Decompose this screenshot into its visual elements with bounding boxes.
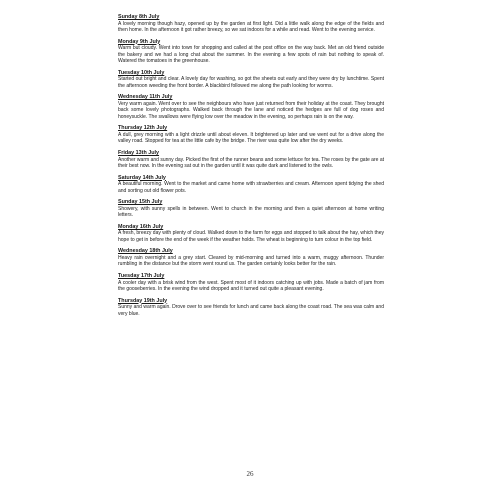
page-number: 26 [246,470,254,478]
entry-heading: Monday 16th July [118,223,164,230]
entry-heading: Saturday 14th July [118,174,166,181]
diary-entry [118,199,384,219]
entry-body: A fresh, breezy day with plenty of cloud. Walked down to the farm for eggs and stopped to talk about the hay, which they hope to get in before the end of the week if the weather holds. The wheat is beginning to turn colour in the top field. [118,230,384,243]
diary-entry [118,94,384,120]
entry-heading: Tuesday 10th July [118,69,165,76]
entry-body: Heavy rain overnight and a grey start. Cleared by mid-morning and turned into a warm, muggy afternoon. Thunder rumbling in the distance but the storm went round us. The garden certainly looks better for the rain. [118,254,384,268]
entry-heading: Tuesday 17th July [118,272,165,279]
entry-heading: Friday 13th July [118,149,160,156]
diary-entry [118,298,384,318]
entry-body: Another warm and sunny day. Picked the first of the runner beans and some lettuce for tea. The roses by the gate are at their best now. In the evening sat out in the garden until it was quite dark and listened to the owls. [118,156,384,170]
entry-body: Sunny and warm again. Drove over to see friends for lunch and came back along the coast road. The sea was calm and very blue. [118,304,384,317]
diary-entry [118,39,384,65]
diary-entry [118,224,384,244]
diary-text [118,14,384,322]
diary-entry [118,273,384,293]
entry-body: Showery, with sunny spells in between. Went to church in the morning and then a quiet afternoon at home writing letters. [118,205,384,219]
entry-heading: Thursday 19th July [118,297,168,304]
entry-body: A cooler day with a brisk wind from the west. Spent most of it indoors catching up with jobs. Made a batch of jam from the gooseberries. In the evening the wind dropped and it turned out quite a pleasant evening. [118,279,384,293]
diary-entry [118,175,384,195]
entry-body: A lovely morning though hazy, opened up by the garden at first light. Did a little walk along the edge of the fields and then home. In the afternoon it got rather breezy, so we sat indoors for a while and read. Went to the evening service. [118,20,384,34]
entry-heading: Monday 9th July [118,38,161,45]
entry-body: Very warm again. Went over to see the neighbours who have just returned from their holiday at the coast. They brought back some lovely photographs. Walked back through the lane and noticed the hedges are full of dog roses and honeysuckle. The swallows were flying low over the meadow in the evening, so perhaps rain is on the way. [118,100,384,120]
diary-entry [118,248,384,268]
diary-entry [118,70,384,90]
entry-heading: Sunday 8th July [118,14,160,20]
entry-heading: Sunday 15th July [118,199,163,206]
entry-body: Warm but cloudy. Went into town for shopping and called at the post office on the way back. Met an old friend outside the bakery and we had a long chat about the summer. In the evening a few spots of rain but nothing to speak of. Watered the tomatoes in the greenhouse. [118,45,384,65]
diary-entry [118,14,384,34]
entry-body: Started out bright and clear. A lovely day for washing, so got the sheets out early and they were dry by lunchtime. Spent the afternoon weeding the front border. A blackbird followed me along the path looking for worms. [118,76,384,89]
entry-body: A dull, grey morning with a light drizzle until about eleven. It brightened up later and we went out for a drive along the valley road. Stopped for tea at the little cafe by the bridge. The river was quite low after the dry weeks. [118,131,384,145]
entry-heading: Wednesday 18th July [118,248,173,255]
diary-entry [118,150,384,170]
entry-heading: Thursday 12th July [118,125,168,132]
diary-entry [118,125,384,145]
entry-body: A beautiful morning. Went to the market and came home with strawberries and cream. Afternoon spent tidying the shed and sorting out old flower pots. [118,181,384,194]
entry-heading: Wednesday 11th July [118,94,173,101]
